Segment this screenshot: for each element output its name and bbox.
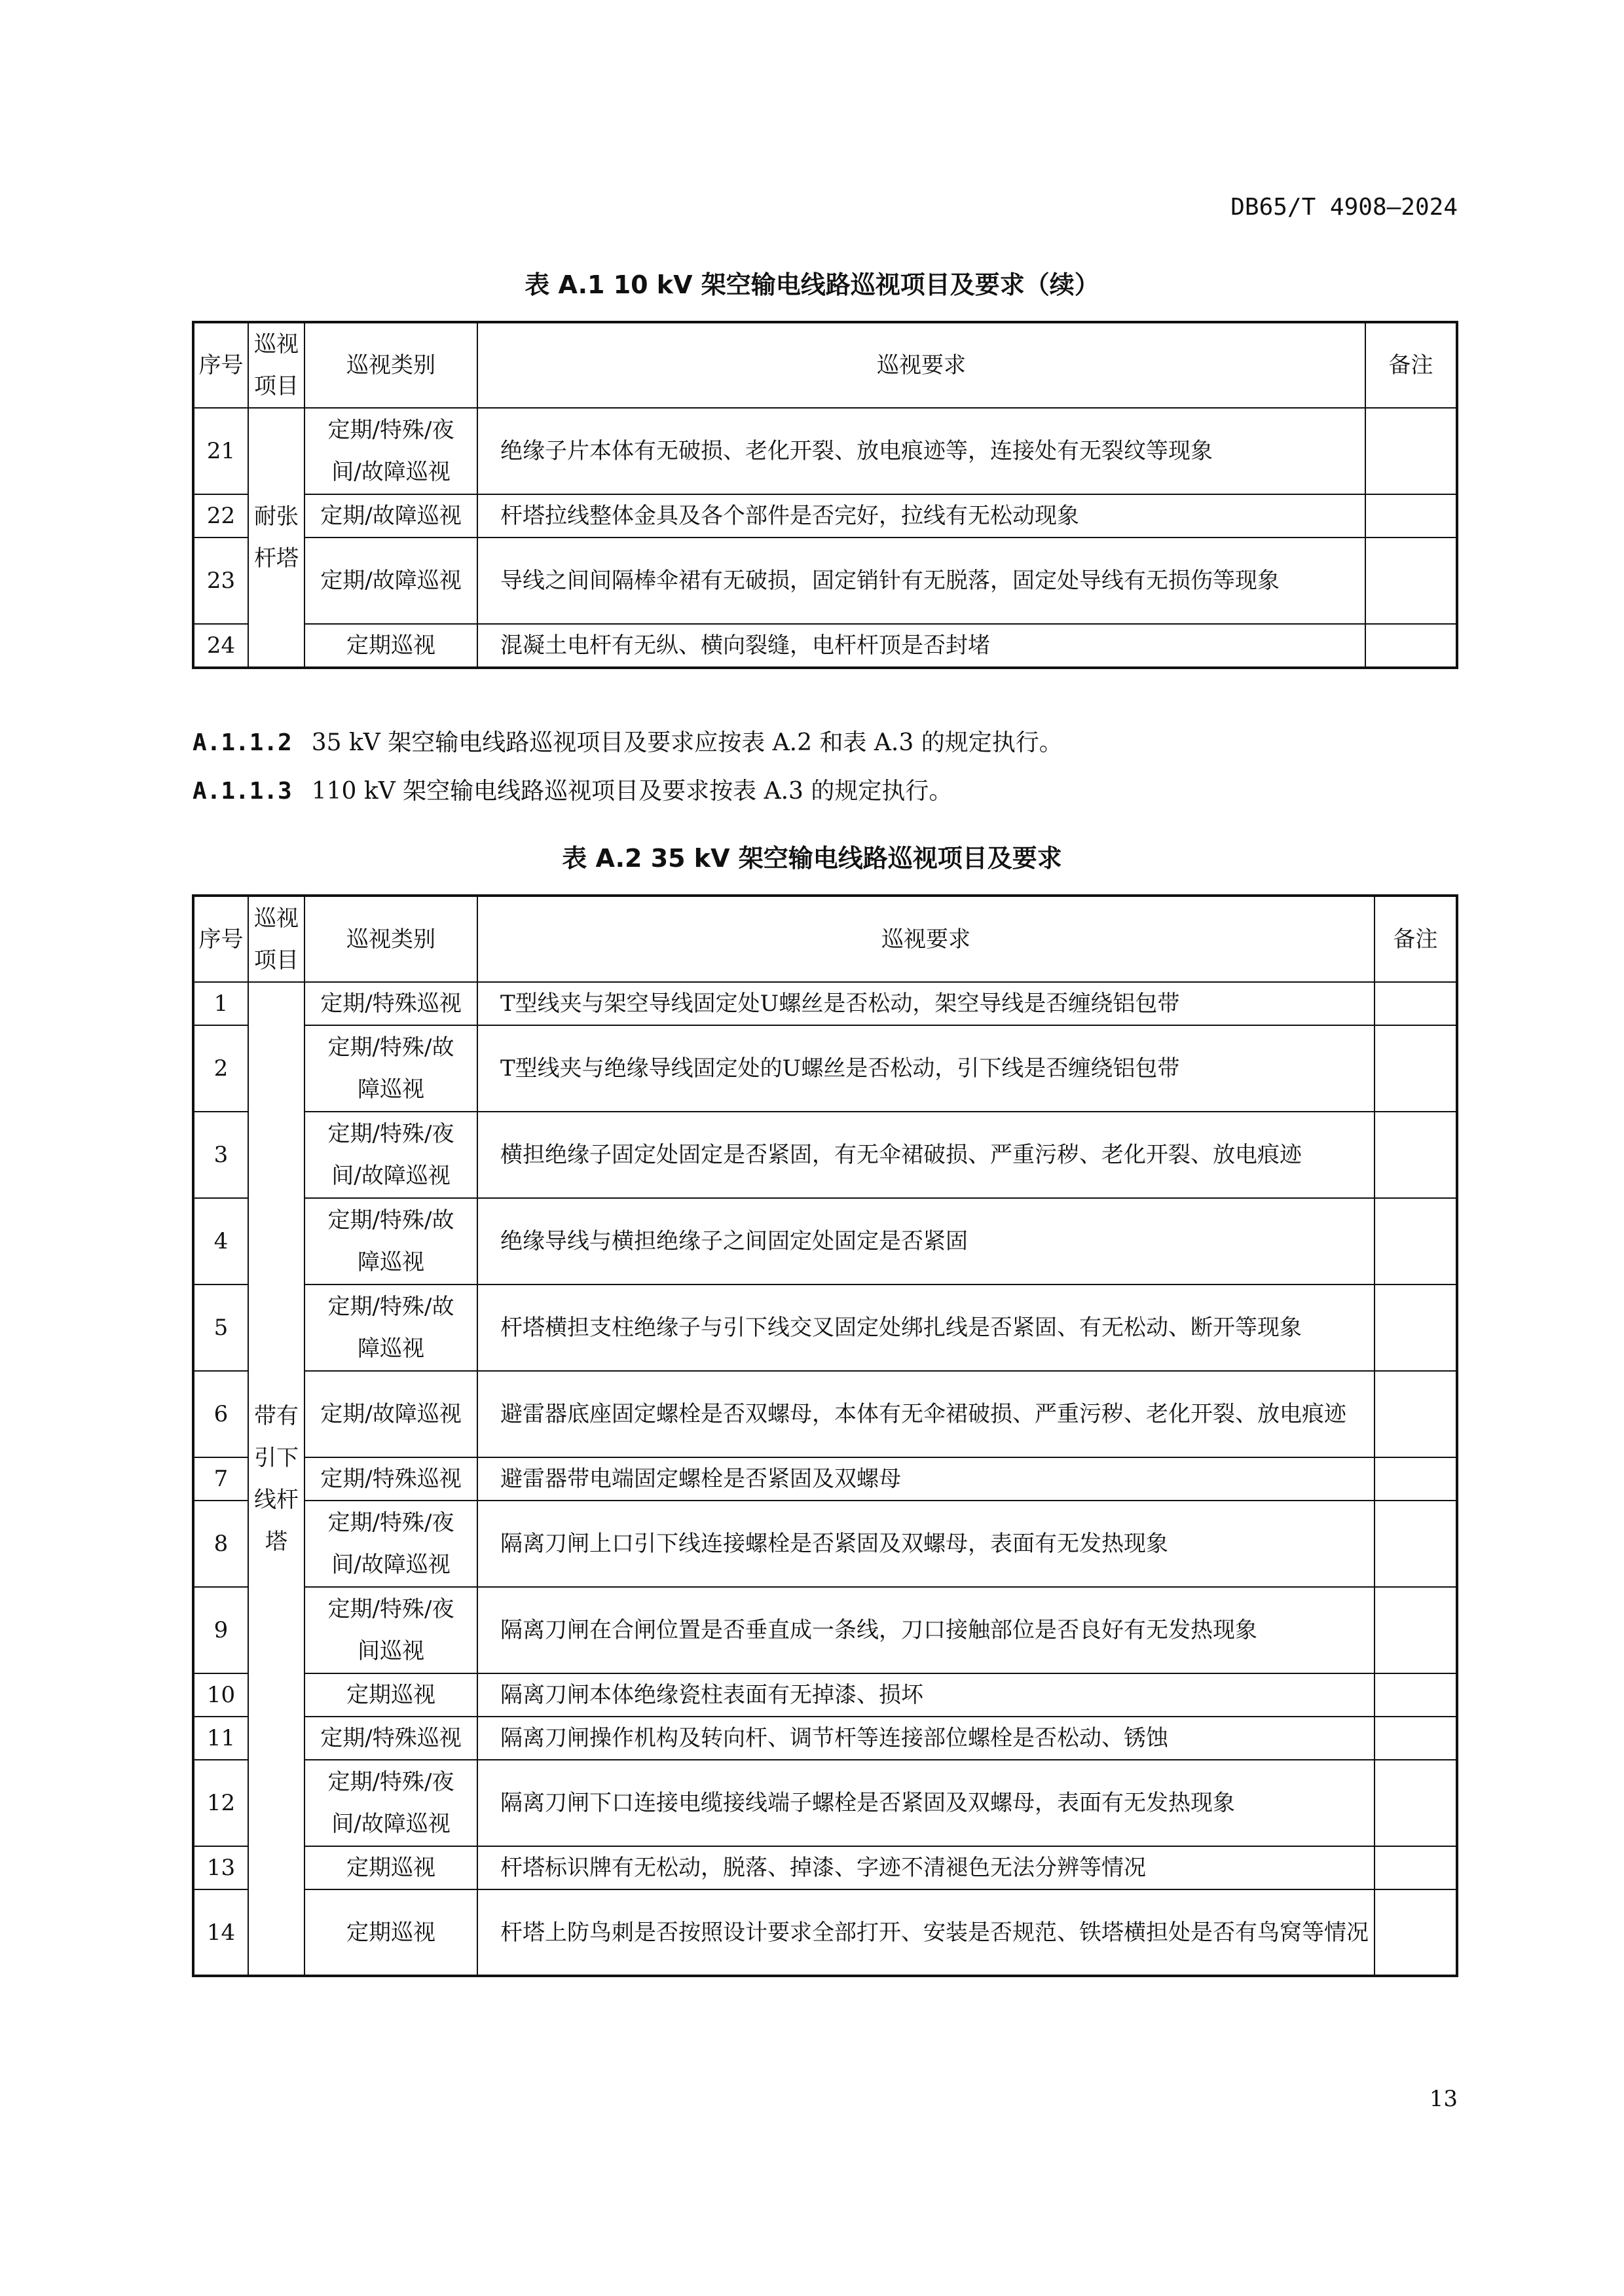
cell-req: 杆塔拉线整体金具及各个部件是否完好，拉线有无松动现象 bbox=[477, 494, 1365, 538]
cell-note bbox=[1375, 1673, 1457, 1717]
cell-num: 10 bbox=[193, 1673, 248, 1717]
cell-note bbox=[1375, 1285, 1457, 1371]
table-row bbox=[193, 1717, 1457, 1760]
cell-num: 5 bbox=[193, 1285, 248, 1371]
cell-req: 绝缘子片本体有无破损、老化开裂、放电痕迹等，连接处有无裂纹等现象 bbox=[477, 408, 1365, 494]
cell-note bbox=[1375, 1198, 1457, 1285]
cell-type: 定期/特殊/故 障巡视 bbox=[304, 1025, 477, 1112]
header-note: 备注 bbox=[1365, 322, 1457, 408]
table-row bbox=[193, 1371, 1457, 1457]
clause-a113 bbox=[193, 773, 952, 806]
cell-req: 绝缘导线与横担绝缘子之间固定处固定是否紧固 bbox=[477, 1198, 1375, 1285]
cell-type: 定期/特殊/故 障巡视 bbox=[304, 1198, 477, 1285]
header-num: 序号 bbox=[193, 896, 248, 982]
table-row bbox=[193, 494, 1457, 538]
header-item: 巡视 项目 bbox=[248, 896, 304, 982]
table-a1-title: 表 A.1 10 kV 架空输电线路巡视项目及要求（续） bbox=[525, 270, 1099, 299]
cell-num: 11 bbox=[193, 1717, 248, 1760]
clause-number: A.1.1.2 bbox=[193, 729, 292, 756]
cell-num: 8 bbox=[193, 1501, 248, 1587]
cell-num: 7 bbox=[193, 1457, 248, 1501]
table-row bbox=[193, 538, 1457, 624]
header-note: 备注 bbox=[1375, 896, 1457, 982]
table-row bbox=[193, 624, 1457, 668]
cell-num: 13 bbox=[193, 1846, 248, 1889]
cell-type: 定期/故障巡视 bbox=[304, 538, 477, 624]
cell-req: 避雷器带电端固定螺栓是否紧固及双螺母 bbox=[477, 1457, 1375, 1501]
header-type: 巡视类别 bbox=[304, 896, 477, 982]
cell-req: T型线夹与绝缘导线固定处的U螺丝是否松动，引下线是否缠绕铝包带 bbox=[477, 1025, 1375, 1112]
table-row bbox=[193, 1587, 1457, 1673]
cell-note bbox=[1375, 1760, 1457, 1846]
cell-req: T型线夹与架空导线固定处U螺丝是否松动，架空导线是否缠绕铝包带 bbox=[477, 982, 1375, 1025]
cell-num: 14 bbox=[193, 1889, 248, 1976]
cell-type: 定期/特殊巡视 bbox=[304, 1457, 477, 1501]
table-a1 bbox=[192, 321, 1458, 669]
cell-type: 定期/特殊巡视 bbox=[304, 1717, 477, 1760]
cell-req: 混凝土电杆有无纵、横向裂缝，电杆杆顶是否封堵 bbox=[477, 624, 1365, 668]
header-req: 巡视要求 bbox=[477, 896, 1375, 982]
cell-note bbox=[1365, 408, 1457, 494]
cell-type: 定期/特殊/夜 间/故障巡视 bbox=[304, 1112, 477, 1198]
cell-note bbox=[1375, 1501, 1457, 1587]
cell-note bbox=[1375, 1717, 1457, 1760]
cell-note bbox=[1375, 1889, 1457, 1976]
cell-note bbox=[1375, 1846, 1457, 1889]
cell-note bbox=[1365, 494, 1457, 538]
cell-num: 9 bbox=[193, 1587, 248, 1673]
table-row bbox=[193, 1198, 1457, 1285]
cell-num: 2 bbox=[193, 1025, 248, 1112]
table-row bbox=[193, 1846, 1457, 1889]
cell-type: 定期巡视 bbox=[304, 1846, 477, 1889]
table-row bbox=[193, 1673, 1457, 1717]
cell-item: 带有 引下 线杆 塔 bbox=[248, 982, 304, 1976]
cell-req: 横担绝缘子固定处固定是否紧固，有无伞裙破损、严重污秽、老化开裂、放电痕迹 bbox=[477, 1112, 1375, 1198]
page-number: 13 bbox=[1429, 2086, 1458, 2112]
cell-type: 定期巡视 bbox=[304, 1889, 477, 1976]
cell-type: 定期/特殊/夜 间/故障巡视 bbox=[304, 1760, 477, 1846]
document-code: DB65/T 4908—2024 bbox=[1230, 194, 1458, 221]
cell-req: 导线之间间隔棒伞裙有无破损，固定销针有无脱落，固定处导线有无损伤等现象 bbox=[477, 538, 1365, 624]
header-req: 巡视要求 bbox=[477, 322, 1365, 408]
cell-type: 定期/特殊/故 障巡视 bbox=[304, 1285, 477, 1371]
clause-text: 110 kV 架空输电线路巡视项目及要求按表 A.3 的规定执行。 bbox=[311, 778, 953, 805]
table-a2 bbox=[192, 894, 1458, 1977]
cell-note bbox=[1375, 1025, 1457, 1112]
cell-note bbox=[1375, 982, 1457, 1025]
header-type: 巡视类别 bbox=[304, 322, 477, 408]
cell-req: 隔离刀闸在合闸位置是否垂直成一条线，刀口接触部位是否良好有无发热现象 bbox=[477, 1587, 1375, 1673]
table-row bbox=[193, 1457, 1457, 1501]
cell-req: 隔离刀闸本体绝缘瓷柱表面有无掉漆、损坏 bbox=[477, 1673, 1375, 1717]
cell-type: 定期/特殊巡视 bbox=[304, 982, 477, 1025]
header-item: 巡视 项目 bbox=[248, 322, 304, 408]
cell-note bbox=[1375, 1112, 1457, 1198]
cell-req: 杆塔上防鸟刺是否按照设计要求全部打开、安装是否规范、铁塔横担处是否有鸟窝等情况 bbox=[477, 1889, 1375, 1976]
cell-num: 23 bbox=[193, 538, 248, 624]
cell-type: 定期巡视 bbox=[304, 624, 477, 668]
cell-note bbox=[1375, 1371, 1457, 1457]
cell-num: 1 bbox=[193, 982, 248, 1025]
cell-num: 24 bbox=[193, 624, 248, 668]
clause-a112 bbox=[193, 724, 1063, 757]
table-row bbox=[193, 1889, 1457, 1976]
cell-type: 定期巡视 bbox=[304, 1673, 477, 1717]
table-row bbox=[193, 408, 1457, 494]
cell-req: 杆塔横担支柱绝缘子与引下线交叉固定处绑扎线是否紧固、有无松动、断开等现象 bbox=[477, 1285, 1375, 1371]
cell-req: 隔离刀闸上口引下线连接螺栓是否紧固及双螺母，表面有无发热现象 bbox=[477, 1501, 1375, 1587]
cell-type: 定期/故障巡视 bbox=[304, 494, 477, 538]
cell-num: 22 bbox=[193, 494, 248, 538]
clause-number: A.1.1.3 bbox=[193, 778, 292, 805]
cell-num: 3 bbox=[193, 1112, 248, 1198]
table-row bbox=[193, 1760, 1457, 1846]
table-row bbox=[193, 1025, 1457, 1112]
cell-type: 定期/特殊/夜 间巡视 bbox=[304, 1587, 477, 1673]
table-row bbox=[193, 1285, 1457, 1371]
cell-note bbox=[1375, 1587, 1457, 1673]
header-num: 序号 bbox=[193, 322, 248, 408]
cell-type: 定期/特殊/夜 间/故障巡视 bbox=[304, 1501, 477, 1587]
cell-req: 避雷器底座固定螺栓是否双螺母，本体有无伞裙破损、严重污秽、老化开裂、放电痕迹 bbox=[477, 1371, 1375, 1457]
table-row bbox=[193, 1501, 1457, 1587]
cell-req: 隔离刀闸操作机构及转向杆、调节杆等连接部位螺栓是否松动、锈蚀 bbox=[477, 1717, 1375, 1760]
clause-text: 35 kV 架空输电线路巡视项目及要求应按表 A.2 和表 A.3 的规定执行。 bbox=[311, 729, 1063, 756]
cell-type: 定期/特殊/夜 间/故障巡视 bbox=[304, 408, 477, 494]
cell-note bbox=[1365, 624, 1457, 668]
cell-req: 隔离刀闸下口连接电缆接线端子螺栓是否紧固及双螺母，表面有无发热现象 bbox=[477, 1760, 1375, 1846]
table-row bbox=[193, 1112, 1457, 1198]
cell-note bbox=[1375, 1457, 1457, 1501]
cell-num: 6 bbox=[193, 1371, 248, 1457]
cell-note bbox=[1365, 538, 1457, 624]
cell-type: 定期/故障巡视 bbox=[304, 1371, 477, 1457]
cell-num: 4 bbox=[193, 1198, 248, 1285]
cell-item: 耐张 杆塔 bbox=[248, 408, 304, 668]
cell-num: 21 bbox=[193, 408, 248, 494]
table-row bbox=[193, 982, 1457, 1025]
table-a2-title: 表 A.2 35 kV 架空输电线路巡视项目及要求 bbox=[562, 844, 1062, 873]
table-header-row bbox=[193, 896, 1457, 982]
cell-num: 12 bbox=[193, 1760, 248, 1846]
table-header-row bbox=[193, 322, 1457, 408]
cell-req: 杆塔标识牌有无松动，脱落、掉漆、字迹不清褪色无法分辨等情况 bbox=[477, 1846, 1375, 1889]
